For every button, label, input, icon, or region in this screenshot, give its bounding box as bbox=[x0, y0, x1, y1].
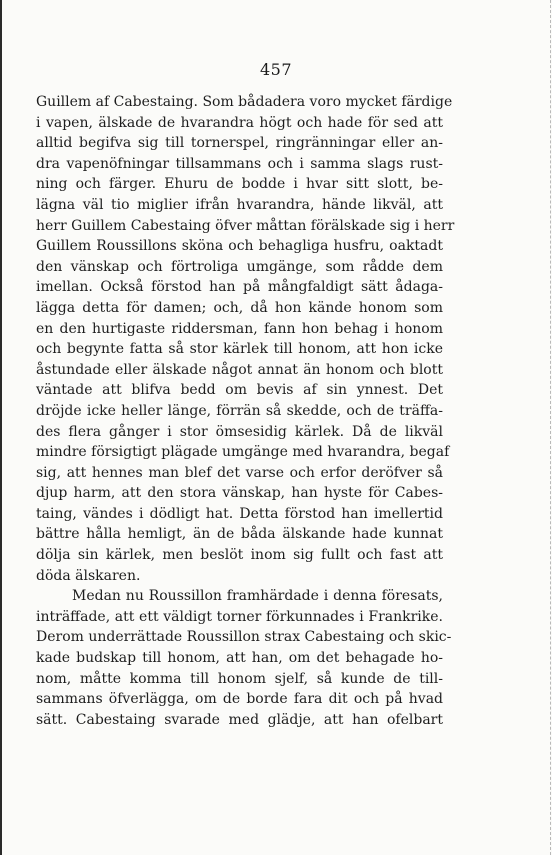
text-line: en den hurtigaste riddersman, fann hon behag i honom bbox=[36, 320, 443, 337]
text-line: dölja sin kärlek, men beslöt inom sig fullt och fast att bbox=[36, 547, 443, 564]
text-line: kade budskap till honom, att han, om det behagade ho- bbox=[36, 650, 443, 667]
text-line: herr Guillem Cabestaing öfver måttan förälskade sig i herr bbox=[36, 217, 455, 234]
text-line: lägna väl tio miglier ifrån hvarandra, hände likväl, att bbox=[36, 196, 443, 213]
text-line: taing, vändes i dödligt hat. Detta förstod han imellertid bbox=[36, 505, 443, 522]
text-line: Medan nu Roussillon framhärdade i denna föresats, bbox=[72, 588, 443, 605]
text-line: lägga detta för damen; och, då hon kände honom som bbox=[36, 299, 443, 316]
text-line: åstundade eller älskade något annat än honom och blott bbox=[36, 361, 443, 378]
text-line: dröjde icke heller länge, förrän så skedde, och de träffa- bbox=[36, 402, 443, 419]
paragraph-1 bbox=[36, 92, 455, 586]
text-line: dra vapenöfningar tillsammans och i samma slags rust- bbox=[36, 155, 443, 172]
text-line: inträffade, att ett väldigt torner förkunnades i Frankrike. bbox=[36, 608, 443, 625]
text-line: ning och färger. Ehuru de bodde i hvar sitt slott, be- bbox=[36, 176, 443, 193]
text-line: des flera gånger i stor ömsesidig kärlek. Då de likväl bbox=[36, 423, 443, 440]
text-line: alltid begifva sig till tornerspel, ringränningar eller an- bbox=[36, 135, 443, 152]
text-line: döda älskaren. bbox=[36, 567, 141, 584]
text-line: imellan. Också förstod han på mångfaldigt sätt ådaga- bbox=[36, 279, 443, 296]
text-line: i vapen, älskade de hvarandra högt och hade för sed att bbox=[36, 114, 443, 131]
text-line: sätt. Cabestaing svarade med glädje, att han ofelbart bbox=[36, 711, 443, 728]
text-line: mindre försigtigt plägade umgänge med hvarandra, begaf bbox=[36, 444, 450, 461]
body-text bbox=[36, 92, 455, 730]
text-line: väntade att blifva bedd om bevis af sin ynnest. Det bbox=[36, 382, 443, 399]
page-edge-left bbox=[0, 0, 2, 855]
text-line: sig, att hennes man blef det varse och erfor deröfver så bbox=[36, 464, 443, 481]
text-line: djup harm, att den stora vänskap, han hyste för Cabes- bbox=[36, 485, 443, 502]
text-line: och begynte fatta så stor kärlek till honom, att hon icke bbox=[36, 341, 443, 358]
text-line: Guillem Roussillons sköna och behagliga husfru, oaktadt bbox=[36, 238, 443, 255]
paragraph-2 bbox=[36, 586, 452, 730]
text-line: sammans öfverlägga, om de borde fara dit och på hvad bbox=[36, 691, 443, 708]
text-line: nom, måtte komma till honom sjelf, så kunde de till- bbox=[36, 670, 443, 687]
text-line: Guillem af Cabestaing. Som bådadera voro mycket färdige bbox=[36, 94, 453, 110]
page-number: 457 bbox=[259, 60, 293, 79]
text-line: bättre hålla hemligt, än de båda älskande hade kunnat bbox=[36, 526, 443, 543]
text-line: den vänskap och förtroliga umgänge, som rådde dem bbox=[36, 258, 443, 275]
text-line: Derom underrättade Roussillon strax Cabestaing och skic- bbox=[36, 629, 452, 646]
